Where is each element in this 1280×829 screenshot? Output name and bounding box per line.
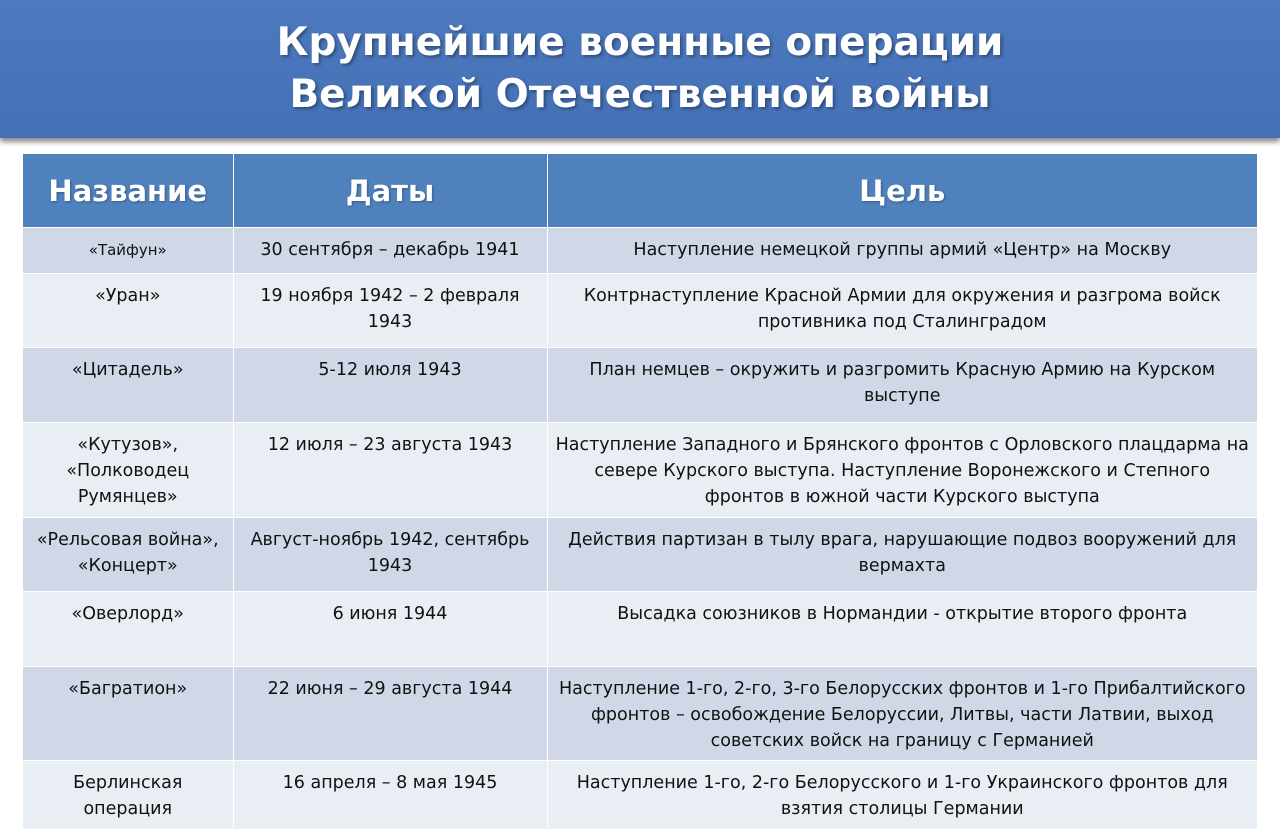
cell-name: «Тайфун» [23, 228, 233, 274]
cell-dates: 12 июля – 23 августа 1943 [233, 423, 547, 518]
cell-goal: Действия партизан в тылу врага, нарушающие подвоз вооружений для вермахта [547, 518, 1257, 592]
title-banner [0, 0, 1280, 138]
cell-goal: Наступление немецкой группы армий «Центр» на Москву [547, 228, 1257, 274]
table-row [23, 592, 1257, 667]
table-row [23, 348, 1257, 423]
cell-name: «Оверлорд» [23, 592, 233, 667]
cell-goal: Наступление Западного и Брянского фронтов с Орловского плацдарма на севере Курского выступа. Наступление Воронежского и Степного фронтов в южной части Курского выступа [547, 423, 1257, 518]
table-row [23, 518, 1257, 592]
cell-name: «Багратион» [23, 667, 233, 761]
header-name: Название [23, 154, 233, 228]
table-header-row [23, 154, 1257, 228]
cell-dates: Август-ноябрь 1942, сентябрь 1943 [233, 518, 547, 592]
header-goal: Цель [547, 154, 1257, 228]
cell-name: Берлинская операция [23, 761, 233, 829]
cell-goal: План немцев – окружить и разгромить Красную Армию на Курском выступе [547, 348, 1257, 423]
table-row [23, 667, 1257, 761]
table-row [23, 228, 1257, 274]
cell-goal: Контрнаступление Красной Армии для окружения и разгрома войск противника под Сталинградом [547, 274, 1257, 348]
table-row [23, 423, 1257, 518]
cell-goal: Наступление 1-го, 2-го Белорусского и 1-го Украинского фронтов для взятия столицы Германии [547, 761, 1257, 829]
title-line-2: Великой Отечественной войны [289, 72, 991, 117]
table-row [23, 761, 1257, 829]
operations-table [23, 154, 1257, 829]
cell-name: «Цитадель» [23, 348, 233, 423]
cell-name: «Рельсовая война», «Концерт» [23, 518, 233, 592]
table-row [23, 274, 1257, 348]
cell-name: «Кутузов», «Полководец Румянцев» [23, 423, 233, 518]
title-line-1: Крупнейшие военные операции [276, 20, 1004, 65]
cell-dates: 22 июня – 29 августа 1944 [233, 667, 547, 761]
cell-dates: 5-12 июля 1943 [233, 348, 547, 423]
cell-goal: Высадка союзников в Нормандии - открытие второго фронта [547, 592, 1257, 667]
cell-goal: Наступление 1-го, 2-го, 3-го Белорусских фронтов и 1-го Прибалтийского фронтов – освобождение Белоруссии, Литвы, части Латвии, выход советских войск на границу с Германией [547, 667, 1257, 761]
cell-dates: 16 апреля – 8 мая 1945 [233, 761, 547, 829]
cell-name: «Уран» [23, 274, 233, 348]
cell-dates: 6 июня 1944 [233, 592, 547, 667]
cell-dates: 19 ноября 1942 – 2 февраля 1943 [233, 274, 547, 348]
header-dates: Даты [233, 154, 547, 228]
cell-dates: 30 сентября – декабрь 1941 [233, 228, 547, 274]
